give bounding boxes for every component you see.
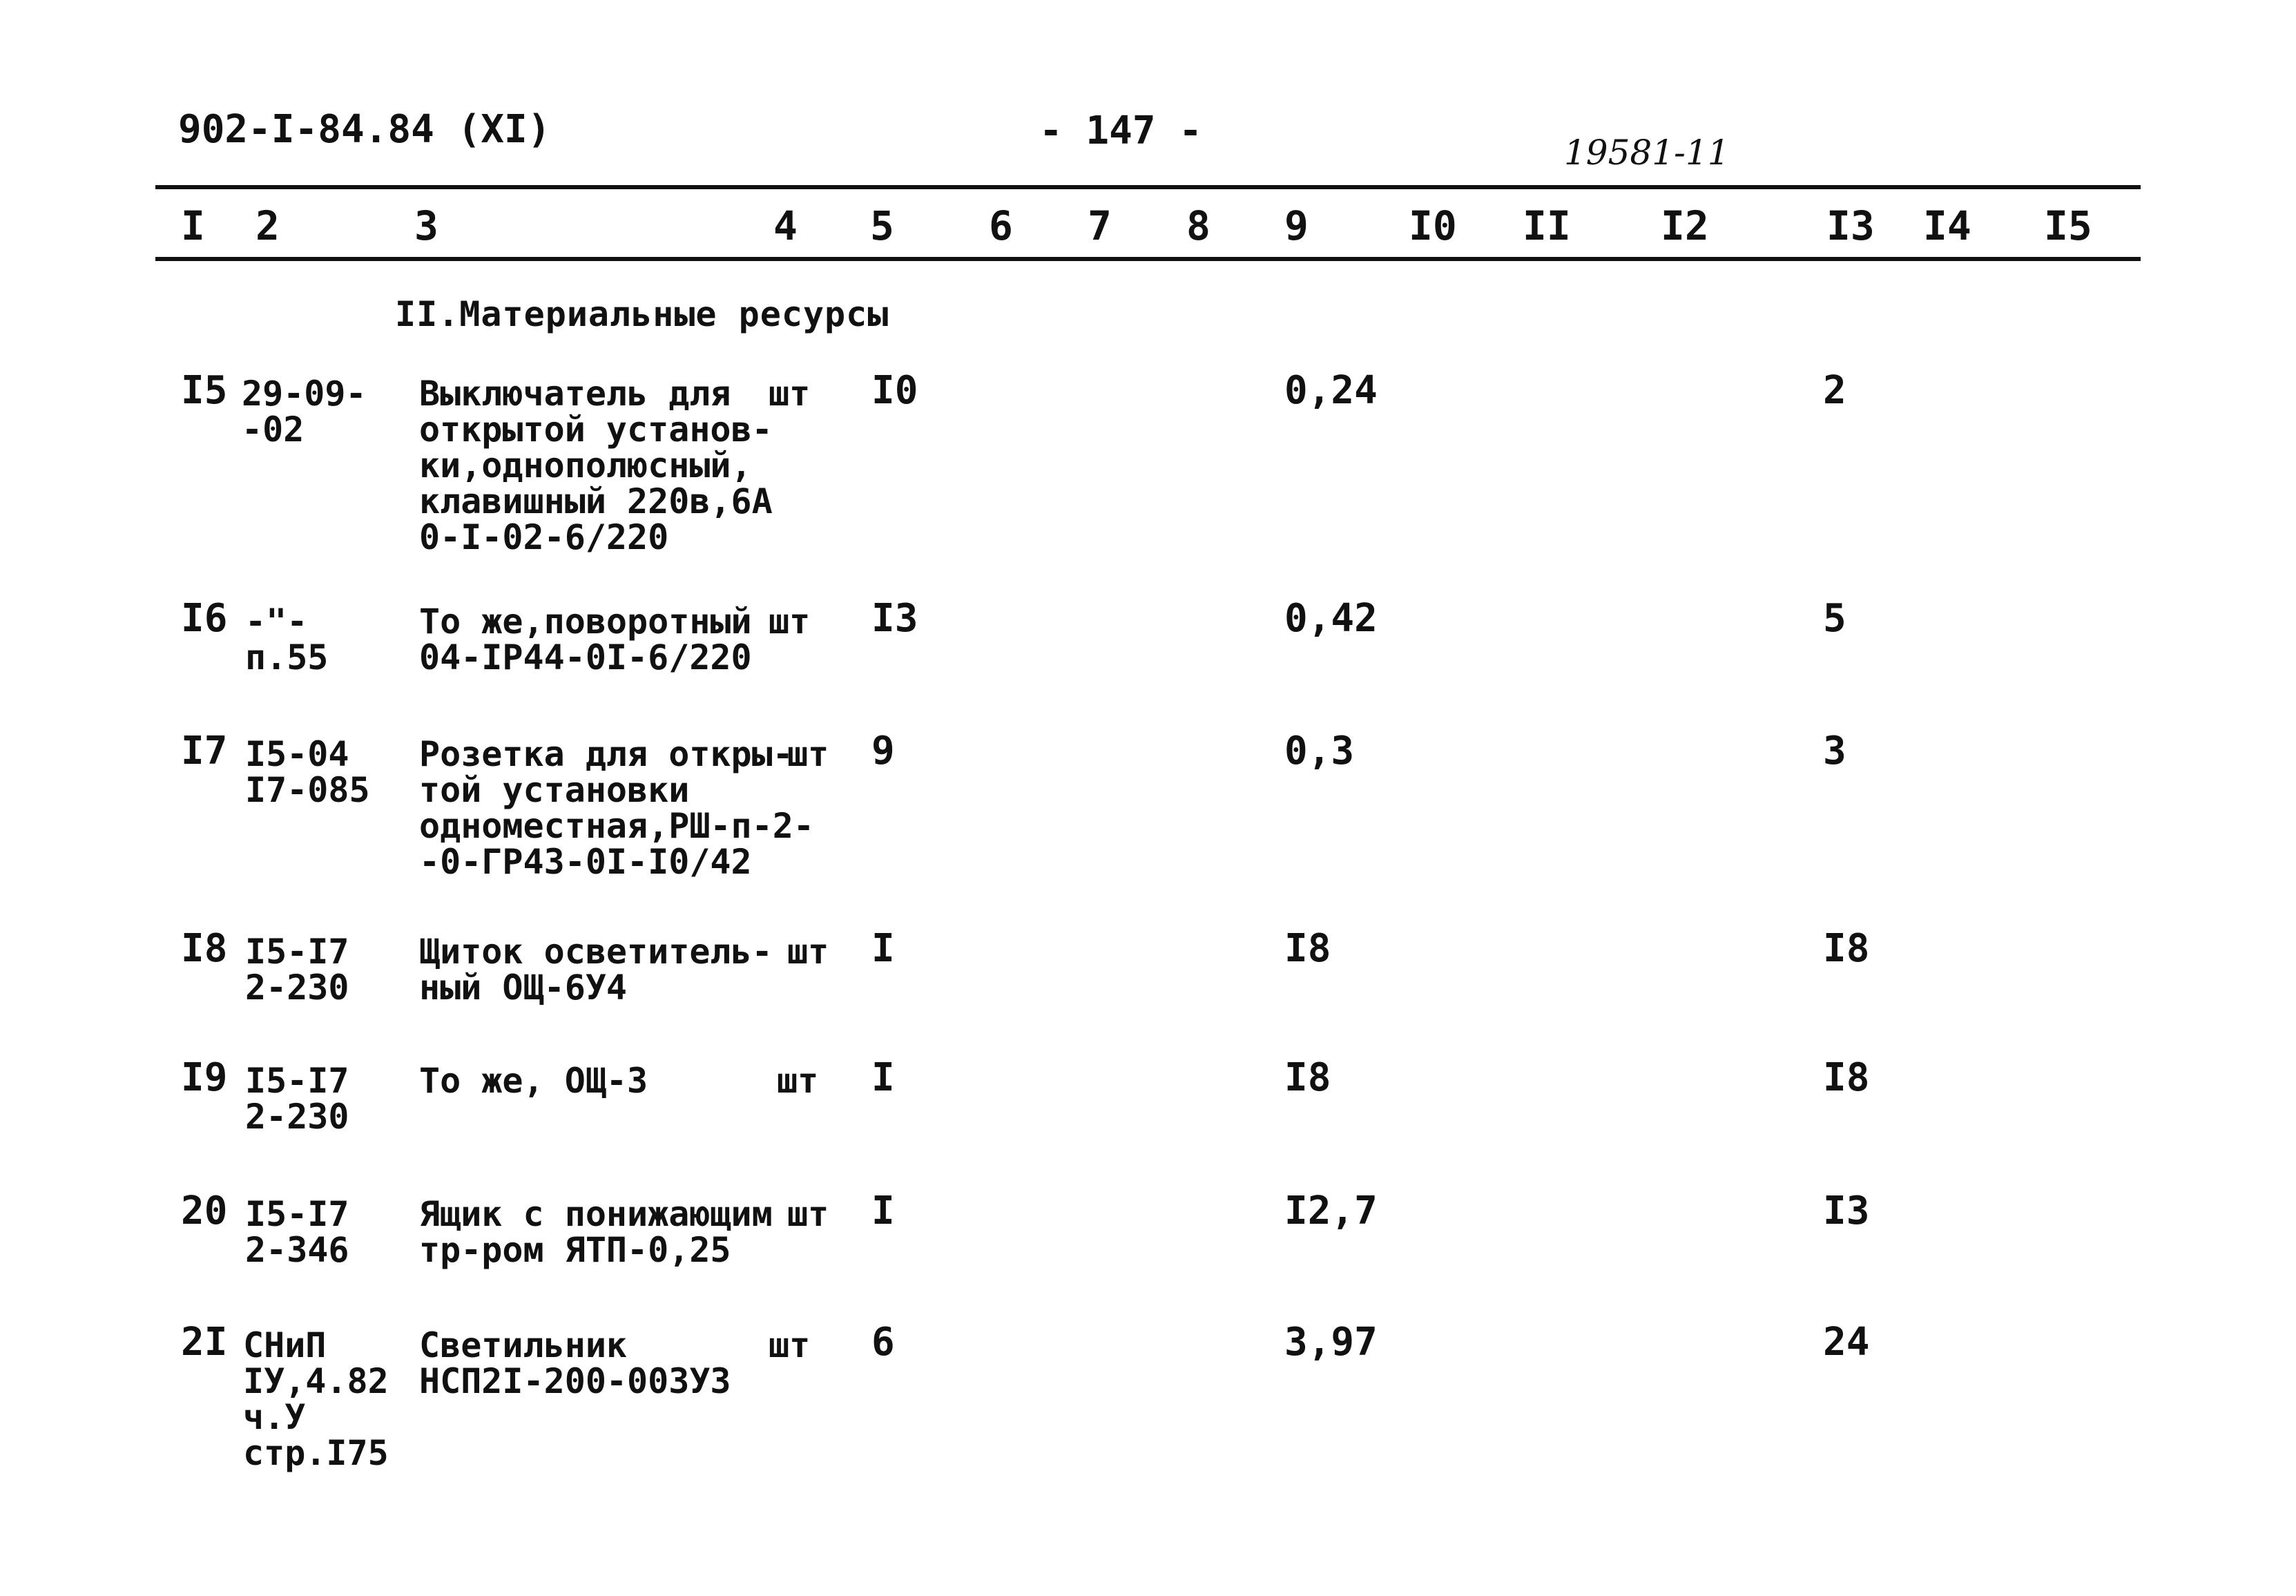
column-header-7: 7 [1088,202,1112,249]
row-unit: шт [787,932,829,972]
row-col13: I8 [1823,1055,1870,1100]
column-header-1: I [181,202,205,249]
row-col9: 0,3 [1284,729,1355,773]
column-header-3: 3 [414,202,438,249]
row-col9: 3,97 [1284,1320,1378,1365]
row-code: 29-09- -02 [242,374,367,450]
row-col13: 3 [1823,729,1846,773]
column-header-13: I3 [1826,202,1875,249]
row-col13: 5 [1823,596,1846,641]
row-code: I5-I7 2-346 [245,1194,349,1270]
row-unit: шт [769,602,811,642]
document-code: 902-I-84.84 (XI) [178,107,551,152]
row-number: 20 [181,1189,228,1233]
row-col9: I8 [1284,1055,1331,1100]
column-header-5: 5 [870,202,894,249]
row-code: I5-04 I7-085 [245,734,370,810]
header-bottom-rule [155,257,2141,261]
column-header-2: 2 [255,202,280,249]
row-name: Выключатель для открытой установ- ки,однополюсный, клавишный 220в,6А 0-I-02-6/220 [419,374,773,557]
row-name: То же, ОЩ-3 [419,1061,648,1101]
row-col9: 0,24 [1284,368,1378,413]
column-header-15: I5 [2044,202,2092,249]
column-header-12: I2 [1661,202,1709,249]
row-col5: I [871,926,895,971]
row-col9: I8 [1284,926,1331,971]
page-number: - 147 - [1039,108,1203,153]
row-name: То же,поворотный 04-IP44-0I-6/220 [419,602,752,677]
top-rule [155,185,2141,189]
column-header-8: 8 [1186,202,1210,249]
column-header-4: 4 [773,202,798,249]
row-col13: I8 [1823,926,1870,971]
row-name: Ящик с понижающим тр-ром ЯТП-0,25 [419,1194,773,1270]
row-name: Розетка для откры- той установки одноместная,РШ-п-2- -0-ГР43-0I-I0/42 [419,734,814,882]
column-header-10: I0 [1409,202,1457,249]
row-number: I5 [181,368,228,413]
section-title: II.Материальные ресурсы [395,294,889,334]
row-col5: I3 [871,596,918,641]
row-col13: 2 [1823,368,1846,413]
column-header-6: 6 [989,202,1013,249]
row-col13: I3 [1823,1189,1870,1233]
row-number: 2I [181,1320,228,1365]
column-header-11: II [1523,202,1571,249]
row-code: -"- п.55 [245,602,329,677]
row-col5: I [871,1055,895,1100]
row-unit: шт [769,1325,811,1365]
row-col5: I0 [871,368,918,413]
row-unit: шт [777,1061,819,1101]
row-col5: 9 [871,729,895,773]
column-header-9: 9 [1284,202,1309,249]
row-unit: шт [787,1194,829,1234]
row-col13: 24 [1823,1320,1870,1365]
row-code: СНиП IУ,4.82 ч.У стр.I75 [243,1325,389,1473]
reference-number: 19581-11 [1564,133,1730,173]
row-code: I5-I7 2-230 [245,932,349,1008]
row-col5: 6 [871,1320,895,1365]
row-number: I8 [181,926,228,971]
row-number: I9 [181,1055,228,1100]
row-unit: шт [787,734,829,774]
row-name: Светильник НСП2I-200-003УЗ [419,1325,731,1401]
row-number: I6 [181,596,228,641]
row-number: I7 [181,729,228,773]
row-col9: I2,7 [1284,1189,1378,1233]
row-code: I5-I7 2-230 [245,1061,349,1137]
column-header-14: I4 [1923,202,1971,249]
row-unit: шт [769,374,811,414]
row-name: Щиток осветитель- ный ОЩ-6У4 [419,932,773,1008]
row-col9: 0,42 [1284,596,1378,641]
row-col5: I [871,1189,895,1233]
